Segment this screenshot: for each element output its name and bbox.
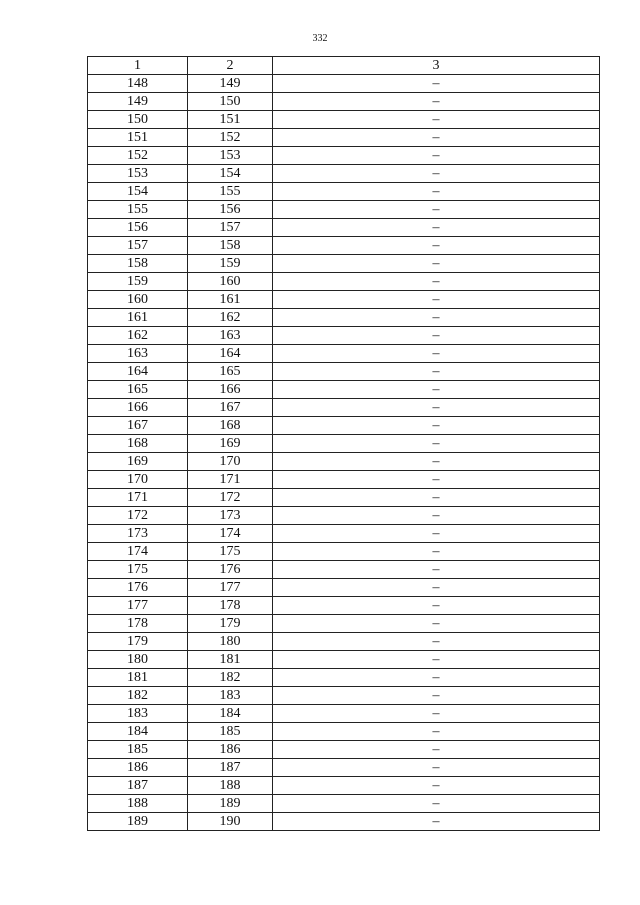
table-cell-col-1: 156 [88,219,188,237]
table-cell-col-1: 167 [88,417,188,435]
table-cell-col-2: 168 [188,417,273,435]
table-row [88,543,600,561]
table-cell-col-3: – [273,795,600,813]
table-row [88,507,600,525]
table-cell-col-3: – [273,273,600,291]
table-cell-col-1: 180 [88,651,188,669]
table-row [88,291,600,309]
table-cell-col-1: 165 [88,381,188,399]
table-cell-col-1: 164 [88,363,188,381]
table-cell-col-1: 150 [88,111,188,129]
table-cell-col-1: 174 [88,543,188,561]
table-cell-col-2: 155 [188,183,273,201]
table-row [88,93,600,111]
table-cell-col-2: 166 [188,381,273,399]
table-row [88,165,600,183]
table-cell-col-2: 187 [188,759,273,777]
table-cell-col-3: – [273,687,600,705]
table-row [88,471,600,489]
table-cell-col-3: – [273,327,600,345]
table-cell-col-1: 152 [88,147,188,165]
table-row [88,417,600,435]
table-cell-col-3: – [273,561,600,579]
table-cell-col-1: 179 [88,633,188,651]
table-cell-col-1: 187 [88,777,188,795]
table-row [88,255,600,273]
table-cell-col-1: 183 [88,705,188,723]
table-cell-col-3: – [273,183,600,201]
table-cell-col-3: – [273,165,600,183]
table-cell-col-1: 161 [88,309,188,327]
table-cell-col-2: 179 [188,615,273,633]
data-table [87,56,600,831]
table-cell-col-2: 176 [188,561,273,579]
table-cell-col-3: – [273,237,600,255]
table-cell-col-3: – [273,291,600,309]
table-cell-col-1: 166 [88,399,188,417]
table-cell-col-3: – [273,489,600,507]
table-cell-col-3: – [273,201,600,219]
table-row [88,633,600,651]
table-cell-col-2: 154 [188,165,273,183]
table-row [88,309,600,327]
table-cell-col-1: 186 [88,759,188,777]
table-row [88,111,600,129]
table-cell-col-2: 153 [188,147,273,165]
table-cell-col-2: 149 [188,75,273,93]
table-cell-col-3: – [273,435,600,453]
table-row [88,183,600,201]
table-cell-col-3: – [273,453,600,471]
table-row [88,201,600,219]
table-cell-col-1: 168 [88,435,188,453]
table-cell-col-2: 167 [188,399,273,417]
table-row [88,525,600,543]
table-cell-col-3: – [273,417,600,435]
table-row [88,741,600,759]
table-row [88,615,600,633]
table-cell-col-2: 173 [188,507,273,525]
table-cell-col-2: 185 [188,723,273,741]
table-cell-col-3: – [273,111,600,129]
table-cell-col-2: 160 [188,273,273,291]
table-cell-col-2: 188 [188,777,273,795]
table-cell-col-3: – [273,147,600,165]
table-cell-col-2: 162 [188,309,273,327]
table-cell-col-1: 169 [88,453,188,471]
table-row [88,705,600,723]
table-cell-col-1: 154 [88,183,188,201]
table-cell-col-2: 156 [188,201,273,219]
table-cell-col-3: – [273,705,600,723]
table-cell-col-1: 170 [88,471,188,489]
table-row [88,723,600,741]
table-row [88,561,600,579]
table-cell-col-3: – [273,93,600,111]
column-header-3: 3 [273,57,600,75]
table-row [88,345,600,363]
table-header-row [88,57,600,75]
table-cell-col-3: – [273,579,600,597]
column-header-2: 2 [188,57,273,75]
table-cell-col-3: – [273,75,600,93]
table-cell-col-3: – [273,615,600,633]
table-cell-col-1: 162 [88,327,188,345]
table-cell-col-3: – [273,597,600,615]
table-row [88,435,600,453]
table-row [88,219,600,237]
table-cell-col-1: 151 [88,129,188,147]
table-cell-col-1: 182 [88,687,188,705]
table-cell-col-2: 182 [188,669,273,687]
table-cell-col-2: 152 [188,129,273,147]
table-row [88,687,600,705]
table-cell-col-2: 186 [188,741,273,759]
table-row [88,381,600,399]
table-row [88,453,600,471]
table-cell-col-2: 178 [188,597,273,615]
table-cell-col-2: 181 [188,651,273,669]
table-cell-col-2: 171 [188,471,273,489]
table-cell-col-2: 158 [188,237,273,255]
table-row [88,489,600,507]
table-cell-col-3: – [273,219,600,237]
table-cell-col-1: 185 [88,741,188,759]
table-cell-col-2: 170 [188,453,273,471]
table-cell-col-1: 181 [88,669,188,687]
table-cell-col-2: 164 [188,345,273,363]
table-cell-col-3: – [273,525,600,543]
table-cell-col-3: – [273,543,600,561]
table-cell-col-1: 178 [88,615,188,633]
table-cell-col-1: 153 [88,165,188,183]
table-cell-col-2: 177 [188,579,273,597]
table-cell-col-2: 159 [188,255,273,273]
table-cell-col-1: 172 [88,507,188,525]
table-row [88,597,600,615]
table-cell-col-3: – [273,507,600,525]
page-number: 332 [312,33,328,44]
table-cell-col-3: – [273,669,600,687]
table-cell-col-3: – [273,651,600,669]
table-cell-col-1: 157 [88,237,188,255]
table-row [88,813,600,831]
table-cell-col-1: 171 [88,489,188,507]
table-cell-col-3: – [273,741,600,759]
table-cell-col-3: – [273,381,600,399]
table-row [88,795,600,813]
table-cell-col-2: 163 [188,327,273,345]
table-cell-col-2: 189 [188,795,273,813]
table-row [88,147,600,165]
table-body [88,75,600,831]
table-cell-col-1: 159 [88,273,188,291]
table-cell-col-2: 184 [188,705,273,723]
table-cell-col-3: – [273,363,600,381]
table-cell-col-3: – [273,471,600,489]
table-cell-col-1: 158 [88,255,188,273]
table-cell-col-2: 183 [188,687,273,705]
table-cell-col-2: 190 [188,813,273,831]
table-cell-col-1: 148 [88,75,188,93]
table-cell-col-3: – [273,129,600,147]
table-cell-col-3: – [273,255,600,273]
table-cell-col-3: – [273,723,600,741]
table-cell-col-1: 188 [88,795,188,813]
table-cell-col-2: 151 [188,111,273,129]
table-row [88,651,600,669]
table-row [88,777,600,795]
table-cell-col-2: 180 [188,633,273,651]
table-cell-col-3: – [273,777,600,795]
table-cell-col-2: 169 [188,435,273,453]
table-cell-col-1: 177 [88,597,188,615]
table-row [88,237,600,255]
table-cell-col-2: 175 [188,543,273,561]
table-row [88,759,600,777]
table-row [88,579,600,597]
table-cell-col-1: 149 [88,93,188,111]
table-cell-col-2: 172 [188,489,273,507]
table-row [88,75,600,93]
table-row [88,327,600,345]
table-row [88,399,600,417]
table-cell-col-3: – [273,633,600,651]
table-cell-col-3: – [273,813,600,831]
table-cell-col-3: – [273,399,600,417]
table-row [88,669,600,687]
table-row [88,273,600,291]
table-cell-col-3: – [273,759,600,777]
table-cell-col-1: 160 [88,291,188,309]
table-cell-col-1: 184 [88,723,188,741]
table-cell-col-2: 161 [188,291,273,309]
table-cell-col-1: 175 [88,561,188,579]
table-row [88,363,600,381]
table-cell-col-1: 189 [88,813,188,831]
table-cell-col-1: 163 [88,345,188,363]
table-row [88,129,600,147]
table-cell-col-2: 150 [188,93,273,111]
table-cell-col-2: 165 [188,363,273,381]
table-cell-col-2: 174 [188,525,273,543]
table-cell-col-2: 157 [188,219,273,237]
table-cell-col-1: 176 [88,579,188,597]
table-cell-col-1: 173 [88,525,188,543]
table-cell-col-3: – [273,345,600,363]
column-header-1: 1 [88,57,188,75]
table-cell-col-1: 155 [88,201,188,219]
table-cell-col-3: – [273,309,600,327]
